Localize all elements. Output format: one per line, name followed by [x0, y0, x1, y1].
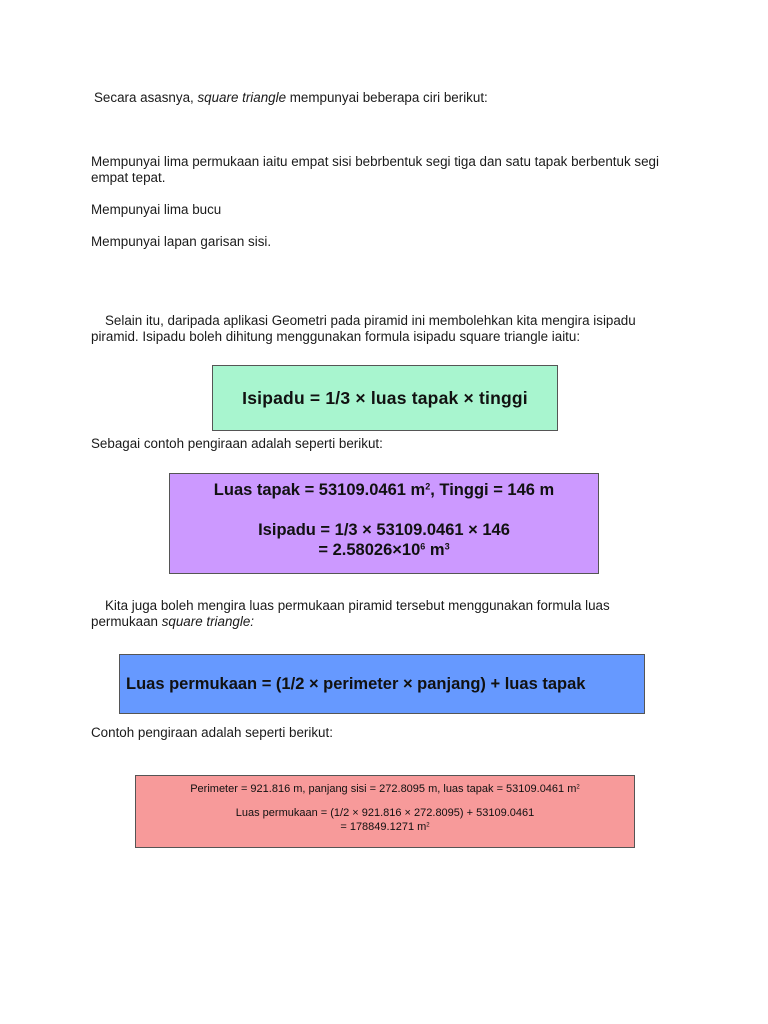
- volume-intro-paragraph: Selain itu, daripada aplikasi Geometri pada piramid ini membolehkan kita mengira isipadu piramid. Isipadu boleh dihitung menggunakan formula isipadu square triangle iaitu:: [91, 313, 636, 344]
- intro-text-end: mempunyai beberapa ciri berikut:: [286, 90, 488, 105]
- feature-vertices: Mempunyai lima bucu: [91, 202, 222, 217]
- volume-result-line: = $2.58026\times 10^6$ $m^3$: [318, 541, 450, 559]
- surface-calc-line: Luas permukaan = (1/2 × 921.816 × 272.8095) + 53109.0461: [235, 807, 535, 819]
- feature-faces: Mempunyai lima permukaan iaitu empat sisi bebrbentuk segi tiga dan satu tapak berbentuk segi empat tepat.: [91, 154, 659, 185]
- surface-example-intro: Contoh pengiraan adalah seperti berikut:: [91, 725, 333, 740]
- surface-formula-box: Luas permukaan = (1/2 × perimeter × panjang) + luas tapak: [119, 654, 645, 714]
- intro-paragraph: [94, 90, 694, 106]
- intro-text: Secara asasnya,: [94, 90, 198, 105]
- intro-italic-term: square triangle: [197, 90, 287, 105]
- example-intro: Sebagai contoh pengiraan adalah seperti berikut:: [91, 436, 383, 451]
- volume-example-box: [169, 473, 599, 574]
- surface-intro-paragraph: Kita juga boleh mengira luas permukaan piramid tersebut menggunakan formula luas permukaan square triangle:: [91, 598, 610, 629]
- volume-formula-box: Isipadu = 1/3 × luas tapak × tinggi: [212, 365, 558, 431]
- volume-calc-line: Isipadu = 1/3 × 53109.0461 × 146: [258, 521, 510, 539]
- surface-intro-italic-term: square triangle:: [161, 614, 255, 629]
- feature-edges: Mempunyai lapan garisan sisi.: [91, 234, 272, 249]
- surface-result-line: = 178849.1271 $m^2$: [340, 821, 430, 833]
- surface-given-line: Perimeter = 921.816 m, panjang sisi = 272.8095 m, luas tapak = 53109.0461 $m^2$: [190, 783, 580, 795]
- volume-given-line: Luas tapak = 53109.0461 $m^2$, Tinggi = 146 m: [213, 481, 555, 499]
- surface-example-box: [135, 775, 635, 848]
